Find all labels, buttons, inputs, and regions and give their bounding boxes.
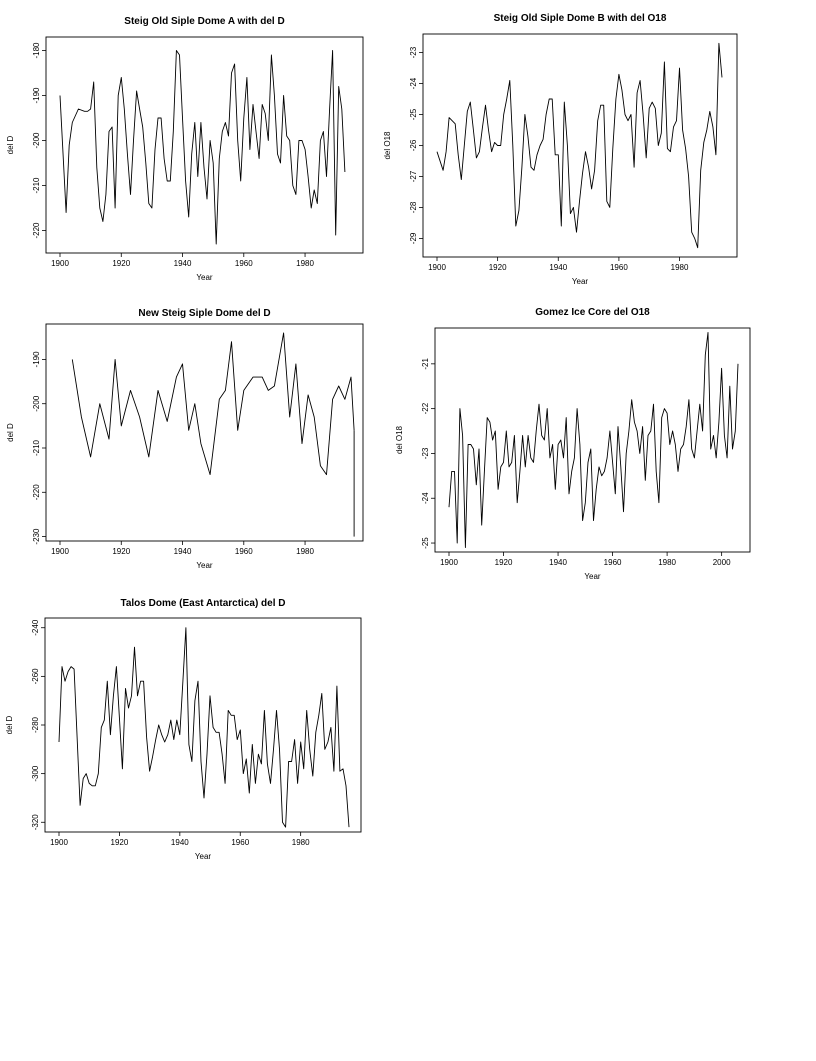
x-tick-label: 1920 <box>112 259 131 268</box>
x-tick-label: 1940 <box>549 558 567 567</box>
y-axis-label: del D <box>5 715 14 735</box>
y-tick-label: -240 <box>31 619 40 636</box>
chart-5 <box>5 598 361 861</box>
y-axis-label: del O18 <box>383 131 392 160</box>
y-tick-label: -25 <box>421 537 430 549</box>
chart-title: Talos Dome (East Antarctica) del D <box>120 598 286 609</box>
x-tick-label: 1900 <box>428 263 446 272</box>
chart-3 <box>6 308 363 570</box>
y-tick-label: -260 <box>31 668 40 685</box>
y-axis-label: del D <box>6 423 15 442</box>
chart-4 <box>395 307 750 581</box>
x-tick-label: 1900 <box>51 259 69 268</box>
series-line <box>72 333 354 475</box>
plot-frame <box>45 618 361 832</box>
series-line <box>60 51 345 245</box>
x-axis-label: Year <box>194 852 212 861</box>
y-tick-label: -24 <box>409 77 418 90</box>
x-tick-label: 1900 <box>440 558 458 567</box>
y-tick-label: -200 <box>32 132 41 149</box>
y-tick-label: -190 <box>32 351 41 368</box>
x-tick-label: 1960 <box>603 558 622 567</box>
x-tick-label: 1960 <box>231 838 250 847</box>
series-line <box>59 628 349 827</box>
plot-frame <box>46 37 363 253</box>
chart-title: Steig Old Siple Dome A with del D <box>124 16 285 27</box>
y-tick-label: -23 <box>421 447 430 460</box>
chart-title: Steig Old Siple Dome B with del O18 <box>493 13 667 24</box>
y-tick-label: -23 <box>409 46 418 59</box>
x-tick-label: 1920 <box>110 838 129 847</box>
x-tick-label: 1960 <box>609 263 628 272</box>
x-tick-label: 1940 <box>170 838 189 847</box>
x-tick-label: 2000 <box>712 558 731 567</box>
series-line <box>449 333 738 548</box>
plot-frame <box>46 324 363 541</box>
y-axis-label: del D <box>6 135 15 155</box>
x-tick-label: 1980 <box>658 558 677 567</box>
chart-1 <box>6 16 363 282</box>
x-tick-label: 1960 <box>234 259 253 268</box>
y-tick-label: -220 <box>32 484 41 501</box>
y-tick-label: -24 <box>421 492 430 505</box>
y-tick-label: -27 <box>409 170 418 183</box>
y-tick-label: -180 <box>32 42 41 59</box>
y-tick-label: -320 <box>31 814 40 831</box>
y-tick-label: -300 <box>31 765 40 782</box>
x-axis-label: Year <box>196 561 213 570</box>
y-tick-label: -22 <box>421 402 430 415</box>
x-tick-label: 1920 <box>112 547 131 556</box>
x-tick-label: 1940 <box>173 547 192 556</box>
x-tick-label: 1940 <box>549 263 568 272</box>
x-tick-label: 1940 <box>173 259 192 268</box>
y-tick-label: -280 <box>31 716 40 734</box>
y-tick-label: -26 <box>409 139 418 152</box>
y-tick-label: -28 <box>409 201 418 214</box>
x-axis-label: Year <box>571 277 589 286</box>
y-axis-label: del O18 <box>395 425 404 455</box>
y-tick-label: -220 <box>32 222 41 239</box>
x-tick-label: 1960 <box>234 547 253 556</box>
x-tick-label: 1980 <box>670 263 689 272</box>
x-tick-label: 1980 <box>296 259 314 268</box>
chart-title: New Steig Siple Dome del D <box>138 308 271 319</box>
y-tick-label: -200 <box>32 395 41 412</box>
chart-2 <box>383 13 737 286</box>
y-tick-label: -210 <box>32 439 41 457</box>
x-tick-label: 1900 <box>50 838 68 847</box>
x-axis-label: Year <box>584 572 601 581</box>
x-tick-label: 1920 <box>494 558 513 567</box>
x-axis-label: Year <box>196 273 213 282</box>
y-tick-label: -21 <box>421 358 430 370</box>
y-tick-label: -230 <box>32 528 41 545</box>
x-tick-label: 1980 <box>291 838 310 847</box>
x-tick-label: 1980 <box>296 547 314 556</box>
plot-frame <box>423 34 737 257</box>
y-tick-label: -210 <box>32 177 41 194</box>
x-tick-label: 1920 <box>488 263 507 272</box>
y-tick-label: -29 <box>409 232 418 245</box>
series-line <box>437 43 722 247</box>
y-tick-label: -25 <box>409 108 418 121</box>
y-tick-label: -190 <box>32 87 41 104</box>
chart-title: Gomez Ice Core del O18 <box>535 307 650 318</box>
x-tick-label: 1900 <box>51 547 69 556</box>
